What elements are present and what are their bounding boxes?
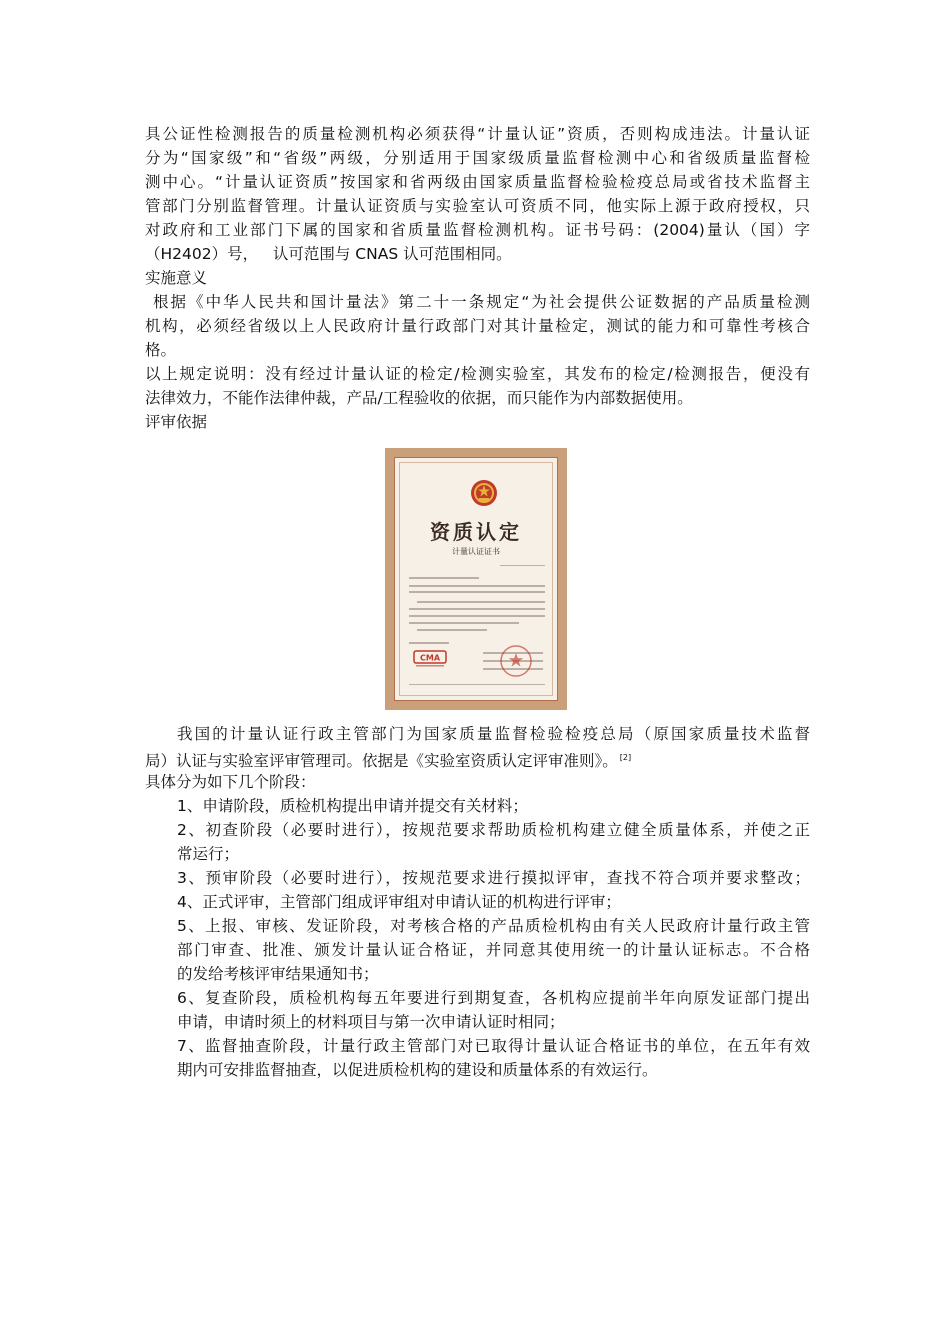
- authority-line: 局）认证与实验室评审管理司。依据是《实验室资质认定评审准则》。 [2]: [145, 752, 632, 771]
- certificate-title: 资质认定: [430, 520, 522, 544]
- law-line: 格。: [145, 341, 177, 359]
- stage-line: 5、上报、审核、发证阶段，对考核合格的产品质检机构由有关人民政府计量行政主管: [177, 917, 810, 935]
- intro-line: 分为“国家级”和“省级”两级，分别适用于国家级质量监督检测中心和省级质量监督检: [145, 149, 810, 167]
- law-line: 机构，必须经省级以上人民政府计量行政部门对其计量检定，测试的能力和可靠性考核合: [145, 317, 810, 335]
- stage-line: 6、复查阶段，质检机构每五年要进行到期复查，各机构应提前半年向原发证部门提出: [177, 989, 810, 1007]
- intro-line: 管部门分别监督管理。计量认证资质与实验室认可资质不同，他实际上源于政府授权，只: [145, 197, 810, 215]
- stage-line: 部门审查、批准、颁发计量认证合格证，并同意其使用统一的计量认证标志。不合格: [177, 941, 810, 959]
- intro-line: 对政府和工业部门下属的国家和省质量监督检测机构。证书号码：(2004)量认（国）字: [145, 221, 810, 239]
- stage-line: 的发给考核评审结果通知书；: [177, 965, 379, 983]
- explain-line: 以上规定说明：没有经过计量认证的检定/检测实验室，其发布的检定/检测报告，便没有: [145, 365, 810, 383]
- heading-basis: 评审依据: [145, 413, 208, 431]
- stage-line: 常运行；: [177, 845, 240, 863]
- stage-line: 申请，申请时须上的材料项目与第一次申请认证时相同；: [177, 1013, 565, 1031]
- document-body: [145, 122, 810, 434]
- intro-line: 测中心。“计量认证资质”按国家和省两级由国家质量监督检验检疫总局或省技术监督主: [145, 173, 810, 191]
- stage-line: 1、申请阶段，质检机构提出申请并提交有关材料；: [177, 797, 528, 815]
- authority-line: 我国的计量认证行政主管部门为国家质量监督检验检疫总局（原国家质量技术监督: [177, 725, 810, 743]
- stage-line: 7、监督抽查阶段，计量行政主管部门对已取得计量认证合格证书的单位，在五年有效: [177, 1037, 810, 1055]
- intro-line: 具公证性检测报告的质量检测机构必须获得“计量认证”资质，否则构成违法。计量认证: [145, 125, 810, 143]
- document-body-continued: [145, 722, 810, 1082]
- stage-line: 2、初查阶段（必要时进行），按规范要求帮助质检机构建立健全质量体系，并使之正: [177, 821, 810, 839]
- reference-marker: [2]: [619, 753, 632, 762]
- stage-line: 3、预审阶段（必要时进行），按规范要求进行摸拟评审，查找不符合项并要求整改；: [177, 869, 810, 887]
- stage-line: 期内可安排监督抽查，以促进质检机构的建设和质量体系的有效运行。: [177, 1061, 658, 1079]
- svg-text:CMA: CMA: [419, 653, 441, 663]
- intro-line: （H2402）号， 认可范围与 CNAS 认可范围相同。: [145, 245, 512, 263]
- official-seal-icon: [499, 644, 533, 678]
- national-emblem-icon: [469, 478, 499, 508]
- explain-line: 法律效力，不能作法律仲裁，产品/工程验收的依据，而只能作为内部数据使用。: [145, 389, 693, 407]
- certificate-subtitle: 计量认证证书: [452, 547, 500, 556]
- stages-intro: 具体分为如下几个阶段：: [145, 773, 316, 791]
- heading-significance: 实施意义: [145, 269, 208, 287]
- cma-logo-icon: [413, 650, 447, 668]
- certificate-image: [385, 448, 567, 710]
- stage-line: 4、正式评审，主管部门组成评审组对申请认证的机构进行评审；: [177, 893, 621, 911]
- law-line: 根据《中华人民共和国计量法》第二十一条规定“为社会提供公证数据的产品质量检测: [153, 293, 810, 311]
